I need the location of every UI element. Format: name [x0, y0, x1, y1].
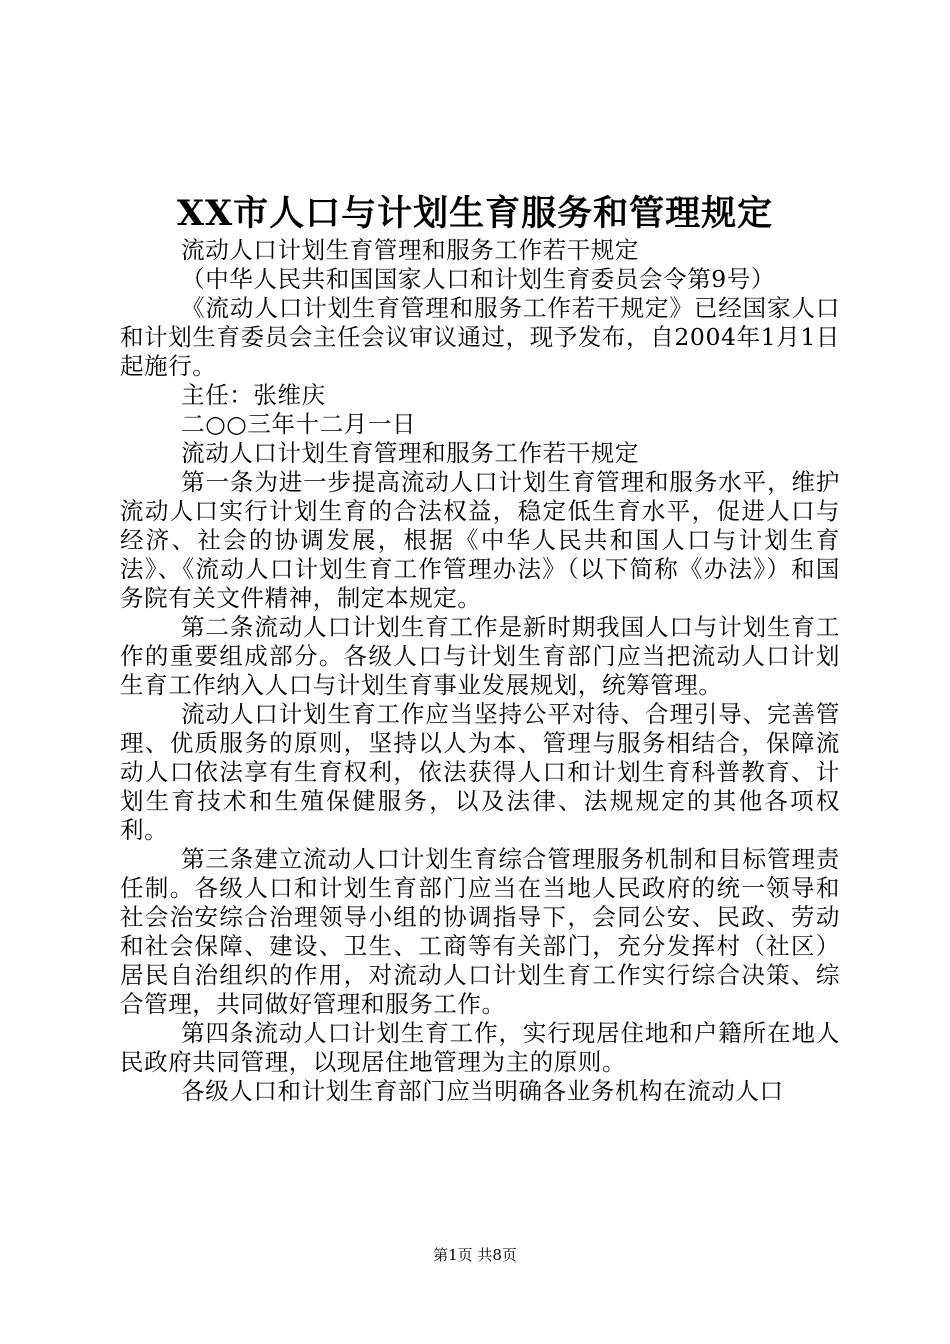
paragraph-director: 主任：张维庆: [181, 381, 326, 409]
paragraph-date: 二○○三年十二月一日: [181, 410, 417, 438]
paragraph-article-4: 第四条流动人口计划生育工作，实行现居住地和户籍所在地人民政府共同管理，以现居住地管理为主的原则。: [120, 1019, 840, 1076]
document-title: XX市人口与计划生育服务和管理规定: [176, 193, 774, 234]
paragraph-announcement: 《流动人口计划生育管理和服务工作若干规定》已经国家人口和计划生育委员会主任会议审议通过，现予发布，自2004年1月1日起施行。: [120, 294, 840, 380]
document-body: [120, 236, 840, 1106]
paragraph-decree-number: （中华人民共和国国家人口和计划生育委员会令第9号）: [181, 265, 776, 293]
paragraph-heading: 流动人口计划生育管理和服务工作若干规定: [181, 439, 639, 467]
paragraph-subtitle: 流动人口计划生育管理和服务工作若干规定: [181, 236, 639, 264]
paragraph-article-3: 第三条建立流动人口计划生育综合管理服务机制和目标管理责任制。各级人口和计划生育部门应当在当地人民政府的统一领导和社会治安综合治理领导小组的协调指导下，会同公安、民政、劳动和社会保障、建设、卫生、工商等有关部门，充分发挥村（社区）居民自治组织的作用，对流动人口计划生育工作实行综合决策、综合管理，共同做好管理和服务工作。: [120, 845, 840, 1018]
paragraph-article-4-cont: 各级人口和计划生育部门应当明确各业务机构在流动人口: [181, 1077, 784, 1105]
page-footer: 第1页 共8页: [433, 1246, 517, 1264]
paragraph-article-2-cont: 流动人口计划生育工作应当坚持公平对待、合理引导、完善管理、优质服务的原则，坚持以人为本、管理与服务相结合，保障流动人口依法享有生育权利，依法获得人口和计划生育科普教育、计划生育技术和生殖保健服务，以及法律、法规规定的其他各项权利。: [120, 700, 840, 844]
paragraph-article-1: 第一条为进一步提高流动人口计划生育管理和服务水平，维护流动人口实行计划生育的合法权益，稳定低生育水平，促进人口与经济、社会的协调发展，根据《中华人民共和国人口与计划生育法》、《流动人口计划生育工作管理办法》（以下简称《办法》）和国务院有关文件精神，制定本规定。: [120, 468, 840, 612]
paragraph-article-2: 第二条流动人口计划生育工作是新时期我国人口与计划生育工作的重要组成部分。各级人口与计划生育部门应当把流动人口计划生育工作纳入人口与计划生育事业发展规划，统筹管理。: [120, 613, 840, 699]
